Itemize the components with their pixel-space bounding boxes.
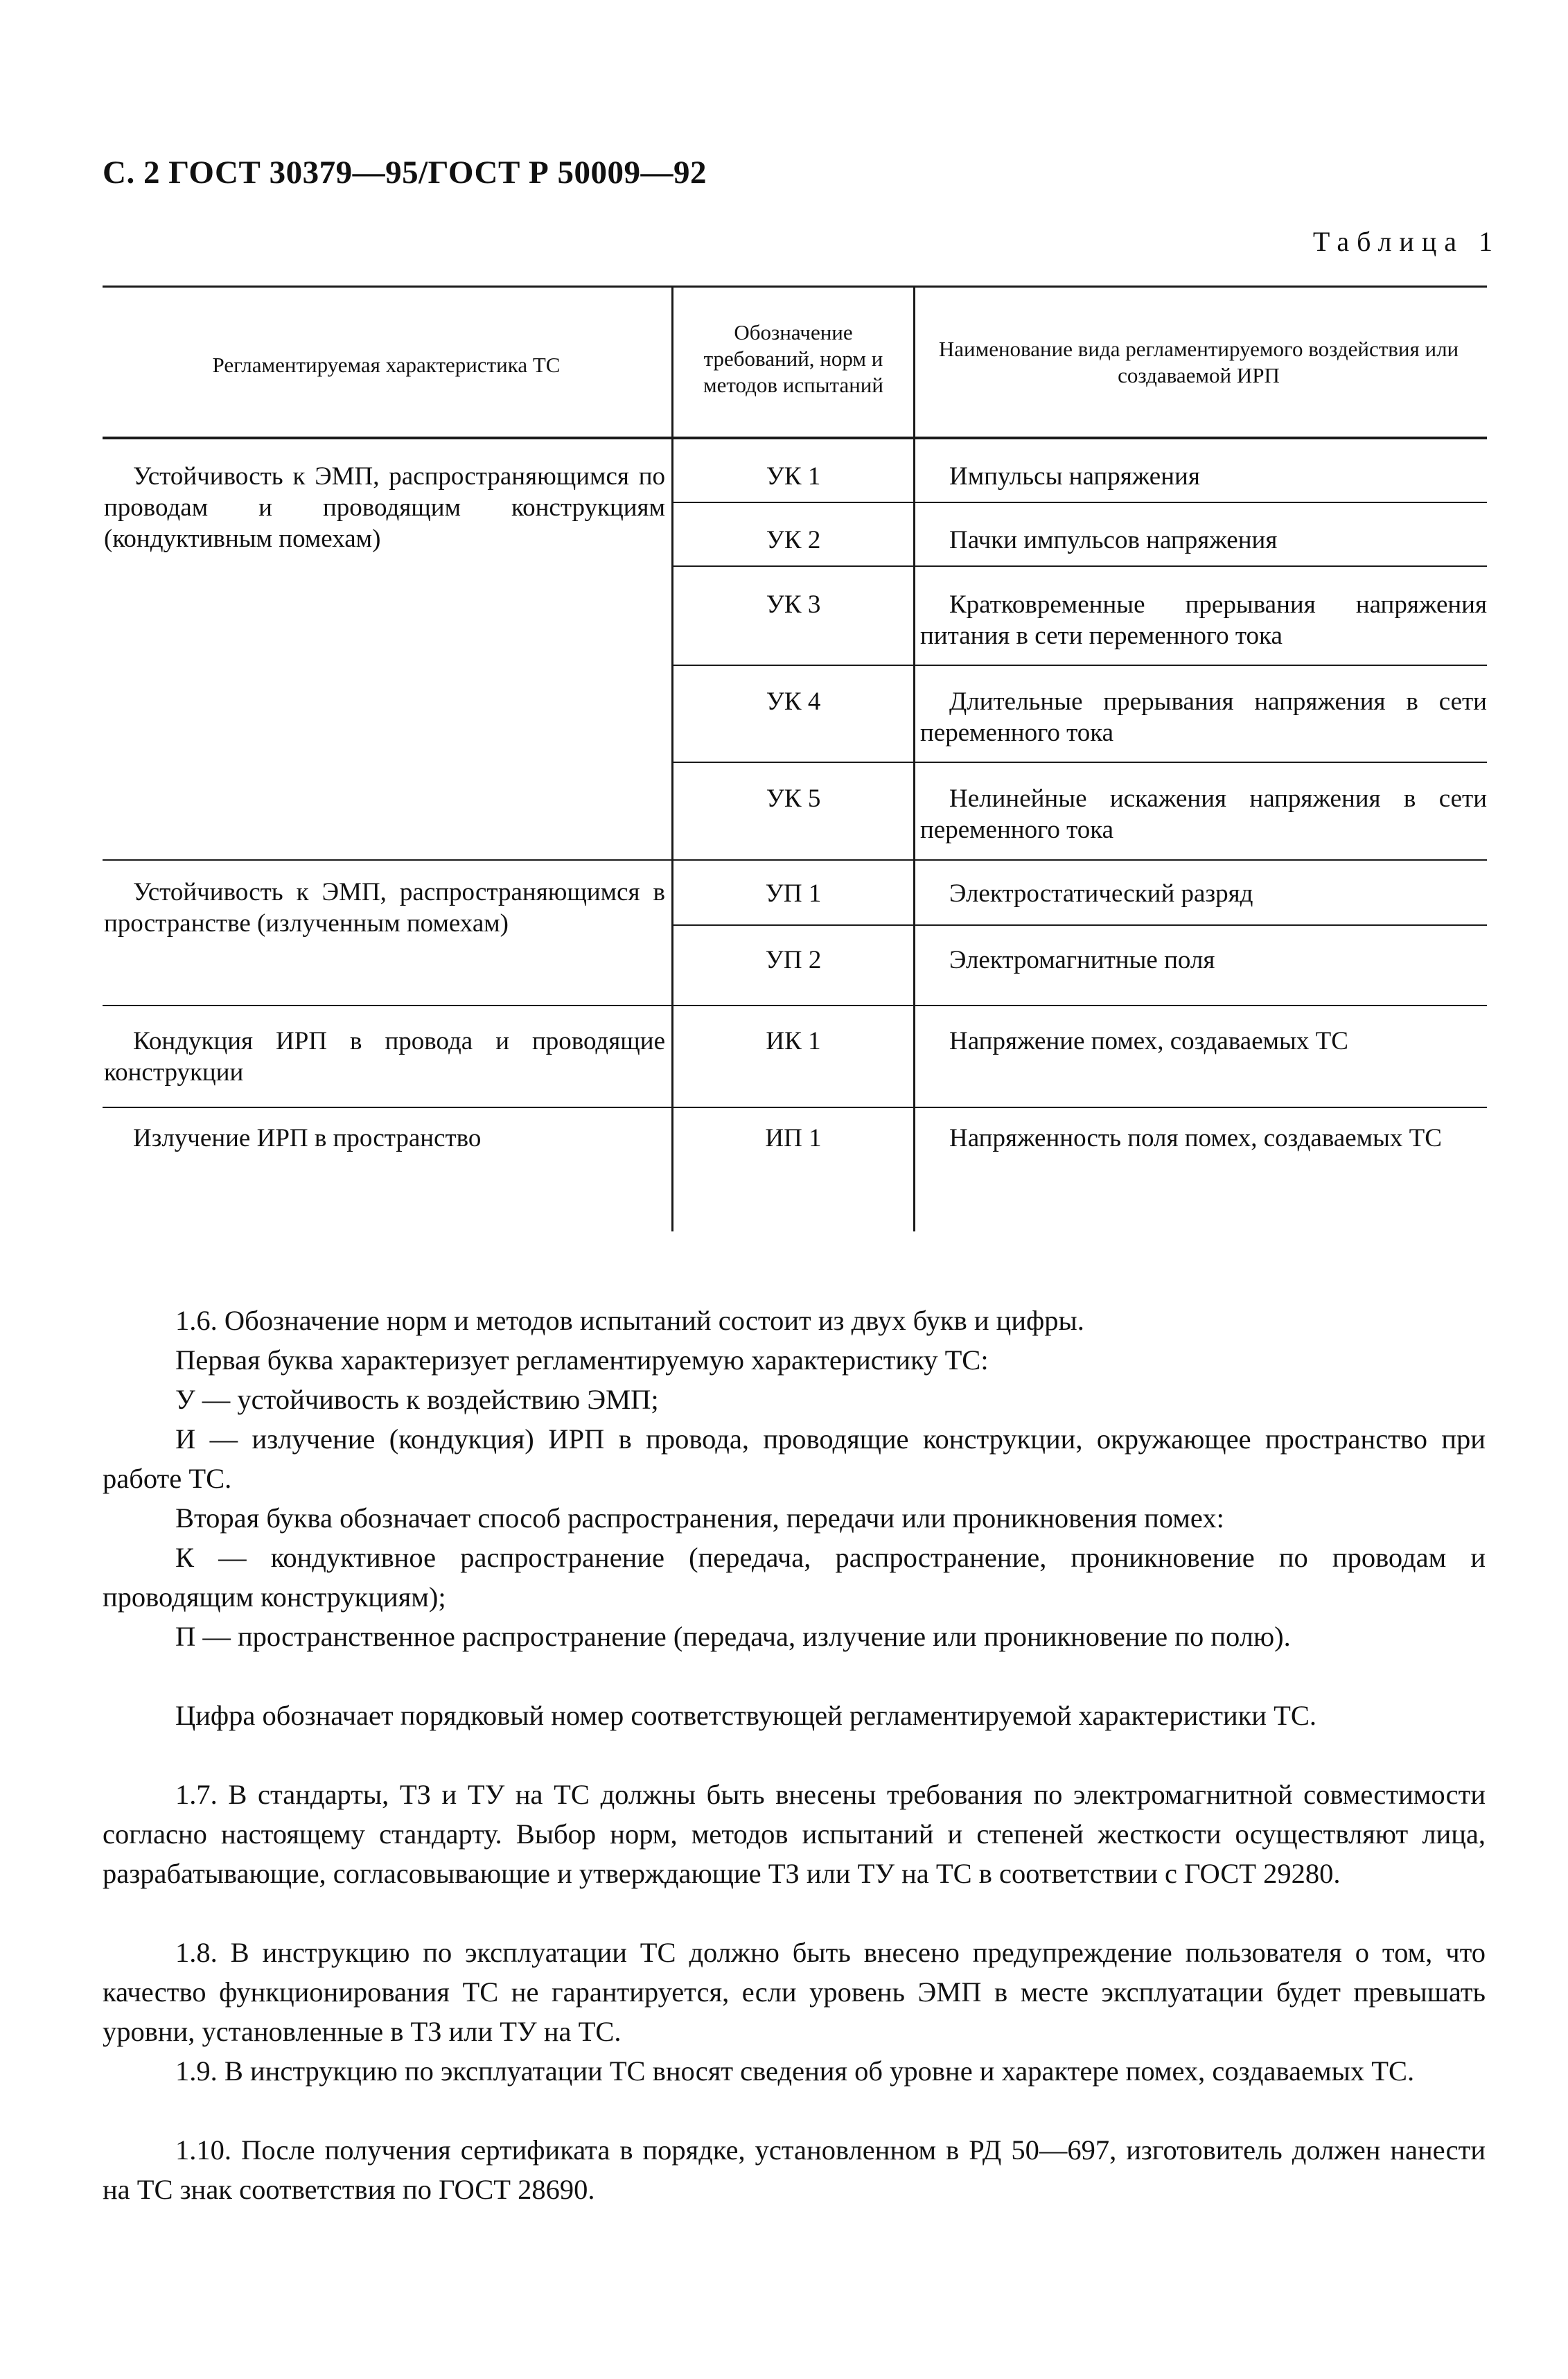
paragraph: 1.7. В стандарты, ТЗ и ТУ на ТС должны быть внесены требования по электромагнитной совместимости согласно настоящему стандарту. Выбор норм, методов испытаний и степеней жесткости осуществляют лица, разрабатывающие, согласовывающие и утверждающие ТЗ или ТУ на ТС в соответствии с ГОСТ 29280. [103, 1779, 1486, 1889]
paragraph: Вторая буква обозначает способ распространения, передачи или проникновения помех: [175, 1502, 1224, 1534]
table-name-cell: Кратковременные прерывания напряжения питания в сети переменного тока [920, 590, 1487, 650]
table-name-cell: Напряжение помех, создаваемых ТС [949, 1027, 1348, 1055]
table-code-cell: УК 4 [766, 687, 821, 716]
table-top-rule [103, 286, 1487, 288]
table-name-cell: Нелинейные искажения напряжения в сети переменного тока [920, 784, 1487, 844]
row-rule [671, 762, 1487, 763]
table-code-cell: УП 1 [765, 879, 822, 908]
paragraph: 1.9. В инструкцию по эксплуатации ТС вносят сведения об уровне и характере помех, создаваемых ТС. [175, 2055, 1415, 2087]
group-rule [103, 1107, 1487, 1108]
table-code-cell: УК 5 [766, 784, 821, 813]
page-header: С. 2 ГОСТ 30379—95/ГОСТ Р 50009—92 [103, 155, 707, 191]
group-rule [103, 859, 1487, 861]
paragraph: П — пространственное распространение (передача, излучение или проникновение по полю). [175, 1621, 1291, 1652]
col-divider-1 [671, 286, 673, 1231]
paragraph: 1.8. В инструкцию по эксплуатации ТС должно быть внесено предупреждение пользователя о том, что качество функционирования ТС не гарантируется, если уровень ЭМП в месте эксплуатации будет превышать уровни, установленные в ТЗ или ТУ на ТС. [103, 1937, 1486, 2047]
table-header-designation: Обозначение требований, норм и методов испытаний [703, 320, 883, 397]
table-code-cell: УК 2 [766, 526, 821, 554]
table-header-characteristic: Регламентируемая характеристика ТС [212, 353, 561, 377]
table-code-cell: УК 3 [766, 590, 821, 619]
group-cell: Устойчивость к ЭМП, распространяющимся по проводам и проводящим конструкциям (кондуктивным помехам) [104, 462, 665, 553]
table-code-cell: ИК 1 [766, 1027, 821, 1055]
paragraph: 1.6. Обозначение норм и методов испытаний состоит из двух букв и цифры. [175, 1305, 1084, 1336]
table-name-cell: Электростатический разряд [949, 879, 1253, 908]
row-rule [671, 502, 1487, 503]
paragraph: К — кондуктивное распространение (передача, распространение, проникновение по проводам и проводящим конструкциям); [103, 1542, 1486, 1613]
row-rule [671, 665, 1487, 666]
group-rule [103, 1005, 1487, 1006]
group-cell: Устойчивость к ЭМП, распространяющимся в пространстве (излученным помехам) [104, 878, 665, 938]
table-name-cell: Импульсы напряжения [949, 462, 1200, 491]
table-header-rule [103, 437, 1487, 439]
table-name-cell: Электромагнитные поля [949, 946, 1215, 974]
table-code-cell: УК 1 [766, 462, 821, 491]
table-code-cell: УП 2 [765, 946, 822, 974]
col-divider-2 [913, 286, 915, 1231]
table-name-cell: Напряженность поля помех, создаваемых ТС [949, 1124, 1442, 1152]
table-header-name: Наименование вида регламентируемого воздействия или создаваемой ИРП [938, 337, 1459, 387]
paragraph: Первая буква характеризует регламентируемую характеристику ТС: [175, 1344, 989, 1376]
table-caption: Таблица 1 [1312, 226, 1500, 257]
paragraph: И — излучение (кондукция) ИРП в провода, проводящие конструкции, окружающее пространство при работе ТС. [103, 1423, 1486, 1494]
row-rule [671, 565, 1487, 567]
paragraph: У — устойчивость к воздействию ЭМП; [175, 1384, 659, 1415]
table-name-cell: Пачки импульсов напряжения [949, 526, 1278, 554]
paragraph: Цифра обозначает порядковый номер соответствующей регламентируемой характеристики ТС. [175, 1700, 1316, 1731]
group-cell: Кондукция ИРП в провода и проводящие конструкции [104, 1027, 665, 1087]
table-code-cell: ИП 1 [765, 1124, 822, 1152]
table-name-cell: Длительные прерывания напряжения в сети переменного тока [920, 687, 1487, 747]
row-rule [671, 924, 1487, 926]
paragraph: 1.10. После получения сертификата в порядке, установленном в РД 50—697, изготовитель должен нанести на ТС знак соответствия по ГОСТ 28690. [103, 2134, 1486, 2205]
group-cell: Излучение ИРП в пространство [133, 1124, 482, 1152]
